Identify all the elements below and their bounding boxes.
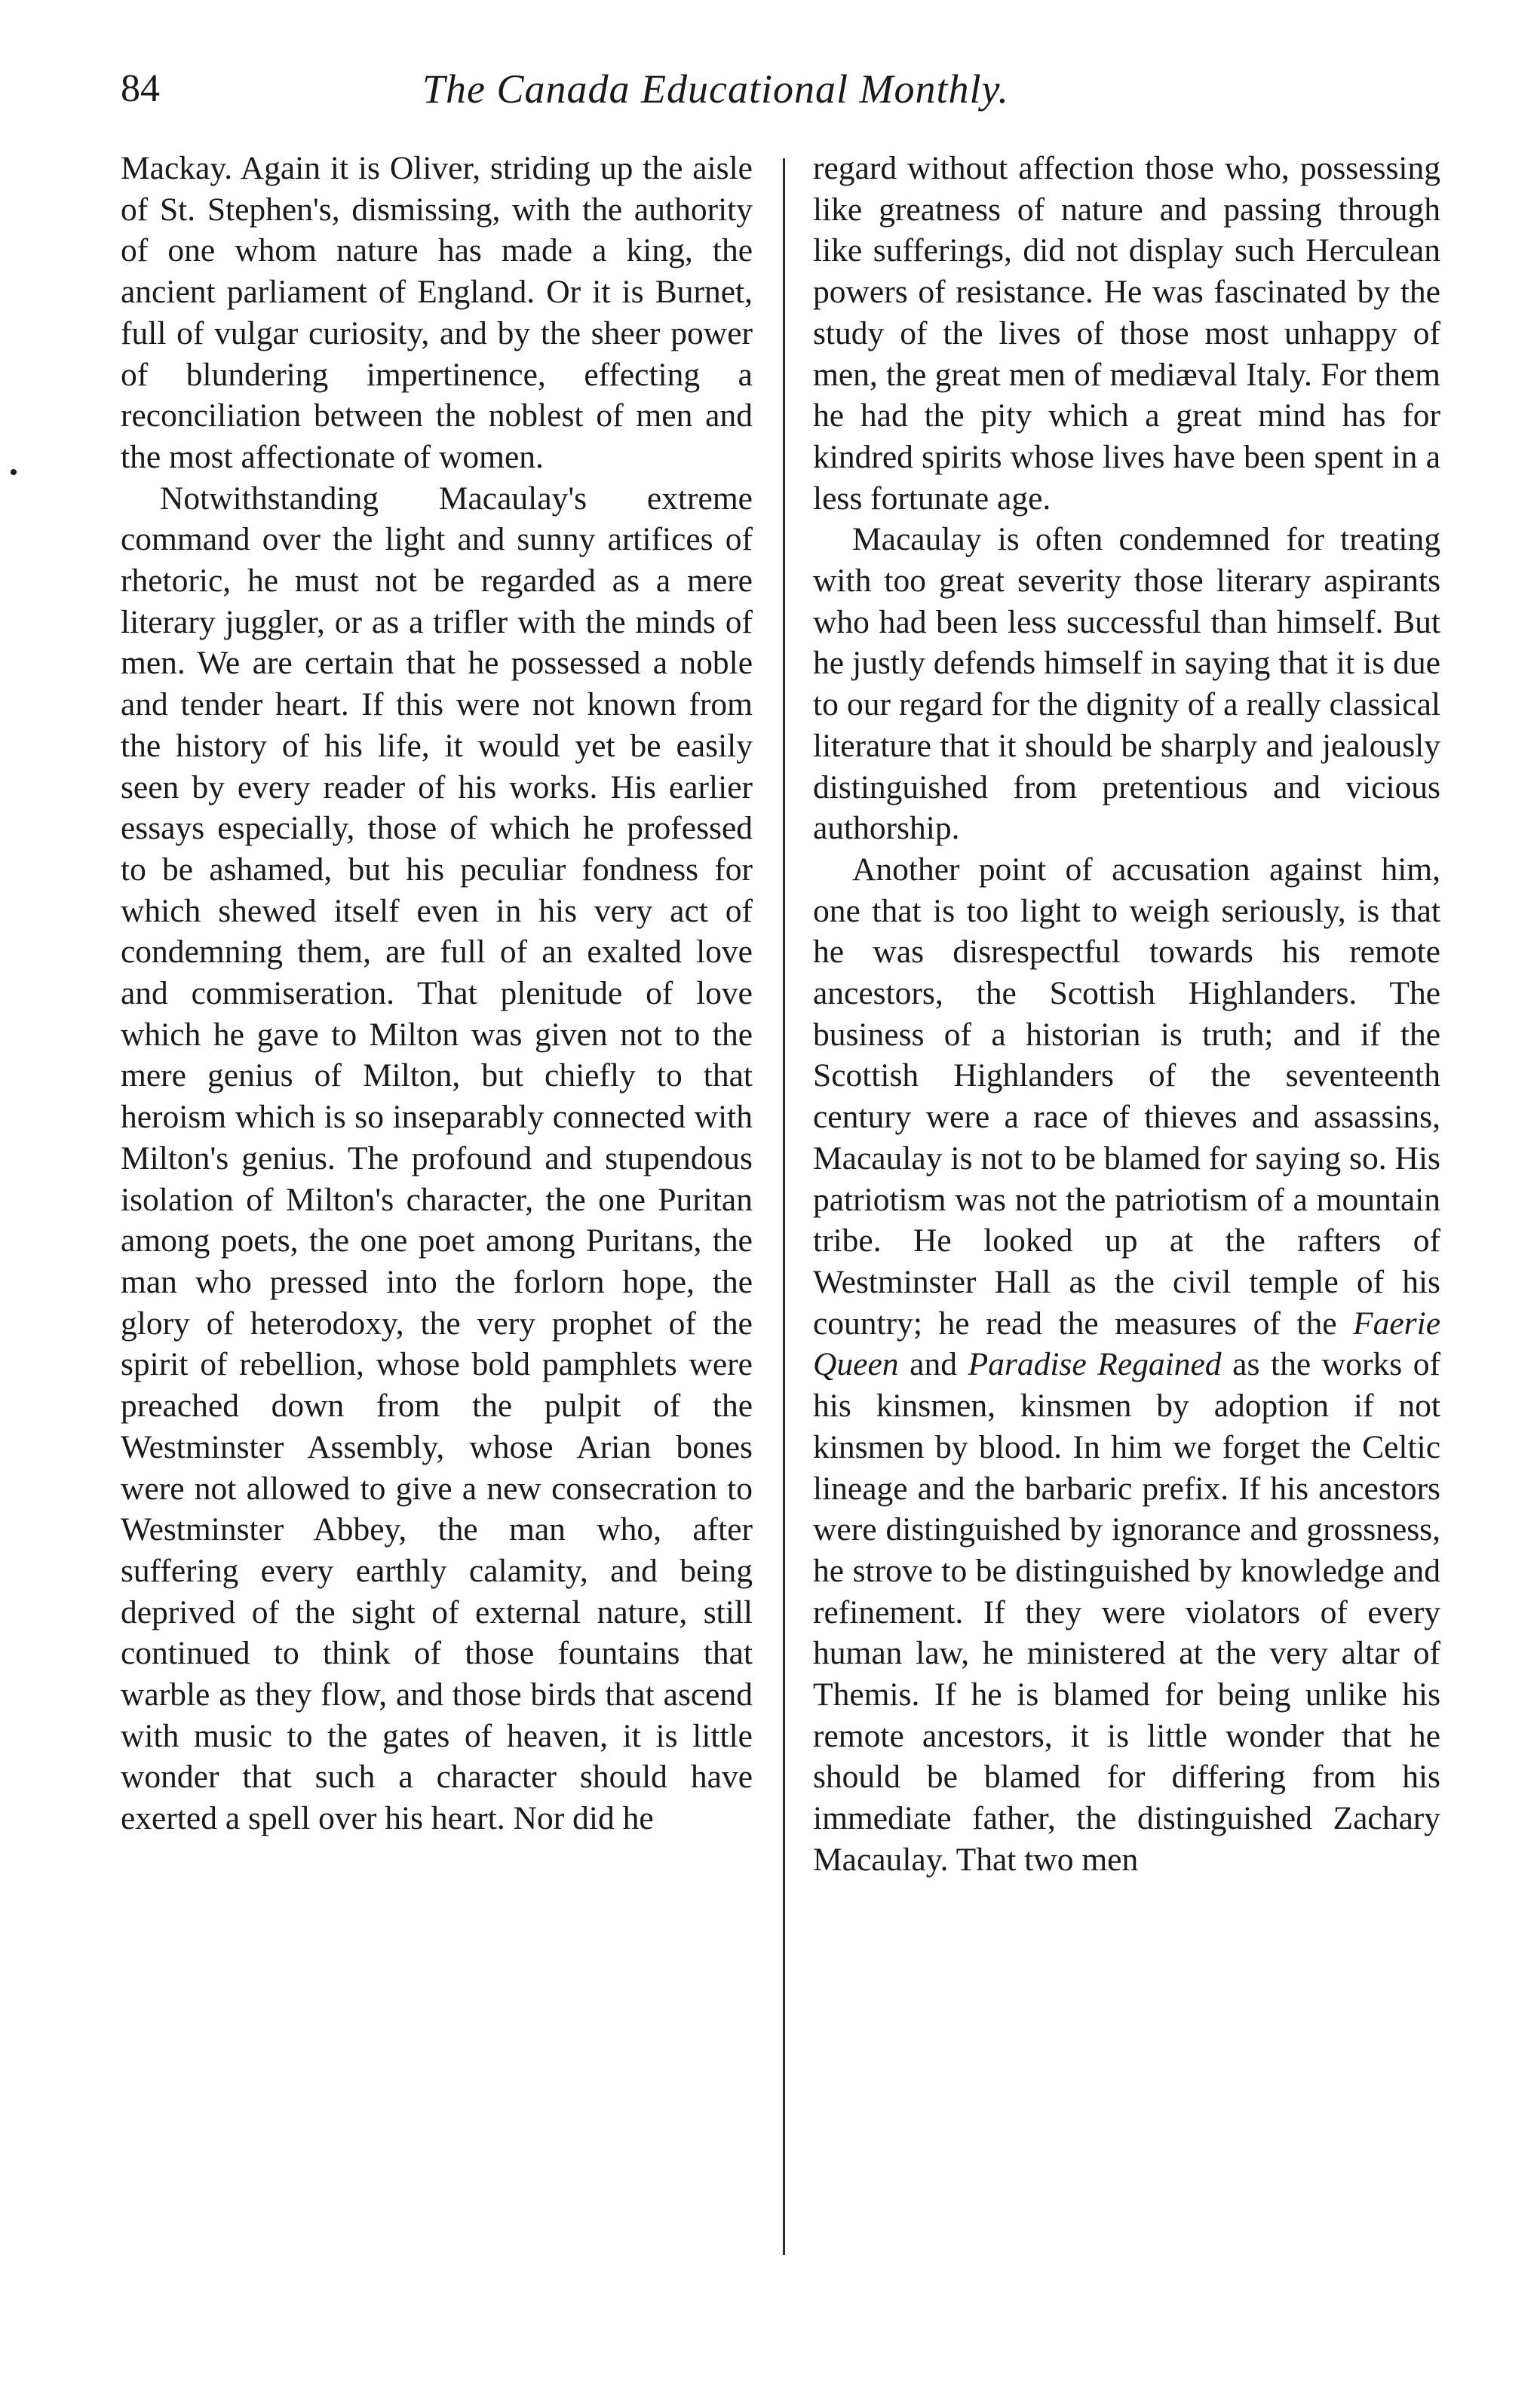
right-column bbox=[813, 148, 1440, 1881]
right-paragraph-3-and: and bbox=[898, 1346, 968, 1383]
right-paragraph-1: regard without affection those who, possessing like greatness of nature and passing through like sufferings, did not display such Herculean powers of resistance. He was fascinated by the study of the lives of those most unhappy of men, the great men of mediæval Italy. For them he had the pity which a great mind has for kindred spirits whose lives have been spent in a less fortunate age. bbox=[813, 150, 1440, 517]
right-paragraph-2: Macaulay is often condemned for treating with too great severity those literary aspirants who had been less successful than himself. But he justly defends himself in saying that it is due to our regard for the dignity of a really classical literature that it should be sharply and jealously distinguished from pretentious and vicious authorship. bbox=[813, 521, 1440, 847]
page-number: 84 bbox=[121, 67, 160, 110]
left-column bbox=[121, 148, 753, 1839]
title-paradise-regained: Paradise Regained bbox=[968, 1346, 1222, 1383]
right-paragraph-3-text-a: Another point of accusation against him, one that is too light to weigh seriously, is that he was disrespectful towards his remote ancestors, the Scottish Highlanders. The business of a historian is truth; and if the Scottish Highlanders of the seventeenth century were a race of thieves and assassins, Macaulay is not to be blamed for saying so. His patriotism was not the patriotism of a mountain tribe. He looked up at the rafters of Westminster Hall as the civil temple of his country; he read the measures of the bbox=[813, 851, 1440, 1342]
running-head: The Canada Educational Monthly. bbox=[422, 66, 1009, 112]
right-paragraph-3-text-b: as the works of his kinsmen, kinsmen by adoption if not kinsmen by blood. In him we forget the Celtic lineage and the barbaric prefix. If his ancestors were distinguished by ignorance and grossness, he strove to be distinguished by knowledge and refinement. If they were violators of every human law, he ministered at the very altar of Themis. If he is blamed for being unlike his remote ancestors, it is little wonder that he should be blamed for differing from his immediate father, the distinguished Zachary Macaulay. That two men bbox=[813, 1346, 1440, 1878]
left-paragraph-1: Mackay. Again it is Oliver, striding up the aisle of St. Stephen's, dismissing, with the authority of one whom nature has made a king, the ancient parliament of England. Or it is Burnet, full of vulgar curiosity, and by the sheer power of blundering impertinence, effecting a reconciliation between the noblest of men and the most affectionate of women. bbox=[121, 150, 753, 475]
stray-ink-mark bbox=[11, 469, 17, 475]
right-paragraph-3 bbox=[813, 849, 1440, 1881]
title-faerie-queen: Faerie Queen bbox=[813, 1305, 1440, 1383]
left-paragraph-2: Notwithstanding Macaulay's extreme command over the light and sunny artifices of rhetoric, he must not be regarded as a mere literary juggler, or as a trifler with the minds of men. We are certain that he possessed a noble and tender heart. If this were not known from the history of his life, it would yet be easily seen by every reader of his works. His earlier essays especially, those of which he professed to be ashamed, but his peculiar fondness for which shewed itself even in his very act of condemning them, are full of an exalted love and commiseration. That plenitude of love which he gave to Milton was given not to the mere genius of Milton, but chiefly to that heroism which is so inseparably connected with Milton's genius. The profound and stupendous isolation of Milton's character, the one Puritan among poets, the one poet among Puritans, the man who pressed into the forlorn hope, the glory of heterodoxy, the very prophet of the spirit of rebellion, whose bold pamphlets were preached down from the pulpit of the Westminster Assembly, whose Arian bones were not allowed to give a new consecration to Westminster Abbey, the man who, after suffering every earthly calamity, and being deprived of the sight of external nature, still continued to think of those fountains that warble as they flow, and those birds that ascend with music to the gates of heaven, it is little wonder that such a character should have exerted a spell over his heart. Nor did he bbox=[121, 480, 753, 1837]
column-divider bbox=[783, 158, 785, 2255]
